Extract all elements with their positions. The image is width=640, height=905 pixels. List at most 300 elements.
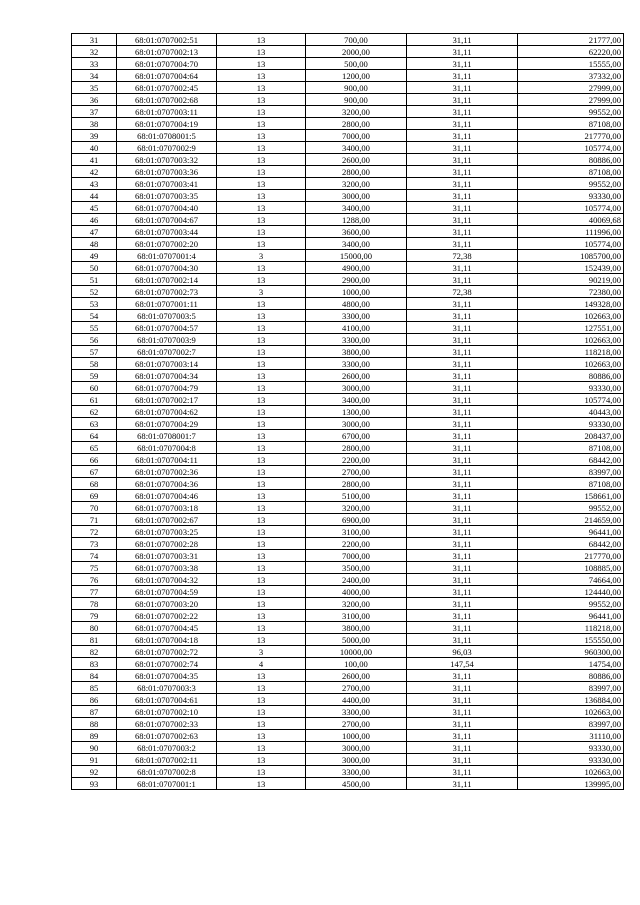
area-cell: 2800,00 (306, 118, 407, 130)
row-number-cell: 63 (72, 418, 117, 430)
value-cell: 27999,00 (518, 94, 624, 106)
value-cell: 87108,00 (518, 166, 624, 178)
row-number-cell: 47 (72, 226, 117, 238)
row-number-cell: 64 (72, 430, 117, 442)
row-number-cell: 67 (72, 466, 117, 478)
rate-cell: 31,11 (407, 778, 518, 790)
area-cell: 700,00 (306, 34, 407, 46)
table-row (72, 166, 624, 178)
cadastral-number-cell: 68:01:0708001:7 (117, 430, 217, 442)
cadastral-number-cell: 68:01:0707004:70 (117, 58, 217, 70)
table-row (72, 706, 624, 718)
area-cell: 3000,00 (306, 190, 407, 202)
category-cell: 13 (217, 730, 306, 742)
row-number-cell: 83 (72, 658, 117, 670)
rate-cell: 31,11 (407, 334, 518, 346)
table-row (72, 94, 624, 106)
table-row (72, 754, 624, 766)
rate-cell: 31,11 (407, 214, 518, 226)
category-cell: 13 (217, 478, 306, 490)
table-row (72, 274, 624, 286)
row-number-cell: 65 (72, 442, 117, 454)
category-cell: 13 (217, 130, 306, 142)
rate-cell: 31,11 (407, 418, 518, 430)
cadastral-number-cell: 68:01:0707004:11 (117, 454, 217, 466)
row-number-cell: 68 (72, 478, 117, 490)
category-cell: 13 (217, 370, 306, 382)
cadastral-number-cell: 68:01:0707004:57 (117, 322, 217, 334)
table-row (72, 778, 624, 790)
rate-cell: 31,11 (407, 730, 518, 742)
area-cell: 4000,00 (306, 586, 407, 598)
row-number-cell: 87 (72, 706, 117, 718)
value-cell: 217770,00 (518, 550, 624, 562)
category-cell: 13 (217, 610, 306, 622)
rate-cell: 31,11 (407, 694, 518, 706)
rate-cell: 31,11 (407, 682, 518, 694)
row-number-cell: 38 (72, 118, 117, 130)
cadastral-number-cell: 68:01:0707002:20 (117, 238, 217, 250)
rate-cell: 31,11 (407, 382, 518, 394)
value-cell: 87108,00 (518, 442, 624, 454)
table-row (72, 646, 624, 658)
cadastral-number-cell: 68:01:0707003:25 (117, 526, 217, 538)
table-row (72, 154, 624, 166)
table-row (72, 526, 624, 538)
area-cell: 15000,00 (306, 250, 407, 262)
cadastral-number-cell: 68:01:0707001:11 (117, 298, 217, 310)
table-row (72, 346, 624, 358)
area-cell: 2900,00 (306, 274, 407, 286)
rate-cell: 31,11 (407, 346, 518, 358)
rate-cell: 31,11 (407, 106, 518, 118)
table-row (72, 250, 624, 262)
category-cell: 13 (217, 718, 306, 730)
cadastral-number-cell: 68:01:0707004:59 (117, 586, 217, 598)
row-number-cell: 85 (72, 682, 117, 694)
rate-cell: 31,11 (407, 706, 518, 718)
row-number-cell: 79 (72, 610, 117, 622)
rate-cell: 31,11 (407, 178, 518, 190)
area-cell: 4400,00 (306, 694, 407, 706)
value-cell: 14754,00 (518, 658, 624, 670)
value-cell: 31110,00 (518, 730, 624, 742)
table-row (72, 118, 624, 130)
value-cell: 111996,00 (518, 226, 624, 238)
row-number-cell: 81 (72, 634, 117, 646)
rate-cell: 31,11 (407, 154, 518, 166)
cadastral-number-cell: 68:01:0707002:74 (117, 658, 217, 670)
cadastral-number-cell: 68:01:0708001:5 (117, 130, 217, 142)
value-cell: 99552,00 (518, 106, 624, 118)
category-cell: 13 (217, 694, 306, 706)
cadastral-number-cell: 68:01:0707003:36 (117, 166, 217, 178)
rate-cell: 31,11 (407, 634, 518, 646)
row-number-cell: 32 (72, 46, 117, 58)
area-cell: 2000,00 (306, 46, 407, 58)
rate-cell: 31,11 (407, 538, 518, 550)
cadastral-number-cell: 68:01:0707004:19 (117, 118, 217, 130)
value-cell: 83997,00 (518, 718, 624, 730)
area-cell: 2600,00 (306, 670, 407, 682)
value-cell: 40443,00 (518, 406, 624, 418)
cadastral-number-cell: 68:01:0707002:63 (117, 730, 217, 742)
row-number-cell: 52 (72, 286, 117, 298)
rate-cell: 31,11 (407, 394, 518, 406)
value-cell: 1085700,00 (518, 250, 624, 262)
cadastral-number-cell: 68:01:0707001:4 (117, 250, 217, 262)
row-number-cell: 58 (72, 358, 117, 370)
value-cell: 214659,00 (518, 514, 624, 526)
table-row (72, 58, 624, 70)
rate-cell: 31,11 (407, 574, 518, 586)
row-number-cell: 51 (72, 274, 117, 286)
category-cell: 13 (217, 514, 306, 526)
value-cell: 124440,00 (518, 586, 624, 598)
table-row (72, 322, 624, 334)
rate-cell: 31,11 (407, 58, 518, 70)
cadastral-number-cell: 68:01:0707002:13 (117, 46, 217, 58)
row-number-cell: 59 (72, 370, 117, 382)
value-cell: 102663,00 (518, 310, 624, 322)
row-number-cell: 54 (72, 310, 117, 322)
category-cell: 13 (217, 706, 306, 718)
value-cell: 80886,00 (518, 154, 624, 166)
table-row (72, 394, 624, 406)
rate-cell: 31,11 (407, 430, 518, 442)
category-cell: 13 (217, 154, 306, 166)
row-number-cell: 75 (72, 562, 117, 574)
table-row (72, 574, 624, 586)
rate-cell: 31,11 (407, 442, 518, 454)
area-cell: 1200,00 (306, 70, 407, 82)
cadastral-number-cell: 68:01:0707003:35 (117, 190, 217, 202)
category-cell: 13 (217, 442, 306, 454)
area-cell: 3400,00 (306, 142, 407, 154)
category-cell: 13 (217, 586, 306, 598)
area-cell: 2700,00 (306, 466, 407, 478)
category-cell: 13 (217, 178, 306, 190)
table-row (72, 82, 624, 94)
rate-cell: 31,11 (407, 274, 518, 286)
category-cell: 13 (217, 562, 306, 574)
category-cell: 13 (217, 142, 306, 154)
cadastral-number-cell: 68:01:0707004:30 (117, 262, 217, 274)
value-cell: 87108,00 (518, 118, 624, 130)
value-cell: 102663,00 (518, 766, 624, 778)
value-cell: 87108,00 (518, 478, 624, 490)
cadastral-number-cell: 68:01:0707004:79 (117, 382, 217, 394)
row-number-cell: 77 (72, 586, 117, 598)
row-number-cell: 36 (72, 94, 117, 106)
rate-cell: 31,11 (407, 358, 518, 370)
value-cell: 68442,00 (518, 454, 624, 466)
cadastral-number-cell: 68:01:0707004:35 (117, 670, 217, 682)
category-cell: 13 (217, 166, 306, 178)
value-cell: 139995,00 (518, 778, 624, 790)
table-row (72, 742, 624, 754)
table-row (72, 370, 624, 382)
area-cell: 3300,00 (306, 358, 407, 370)
category-cell: 13 (217, 190, 306, 202)
cadastral-number-cell: 68:01:0707003:5 (117, 310, 217, 322)
row-number-cell: 37 (72, 106, 117, 118)
table-row (72, 454, 624, 466)
row-number-cell: 72 (72, 526, 117, 538)
row-number-cell: 91 (72, 754, 117, 766)
row-number-cell: 93 (72, 778, 117, 790)
area-cell: 3300,00 (306, 706, 407, 718)
cadastral-number-cell: 68:01:0707002:8 (117, 766, 217, 778)
table-row (72, 334, 624, 346)
value-cell: 99552,00 (518, 178, 624, 190)
area-cell: 5100,00 (306, 490, 407, 502)
table-row (72, 658, 624, 670)
value-cell: 83997,00 (518, 682, 624, 694)
table-row (72, 130, 624, 142)
category-cell: 13 (217, 82, 306, 94)
cadastral-number-cell: 68:01:0707004:46 (117, 490, 217, 502)
value-cell: 27999,00 (518, 82, 624, 94)
area-cell: 3300,00 (306, 766, 407, 778)
table-row (72, 418, 624, 430)
cadastral-number-cell: 68:01:0707002:33 (117, 718, 217, 730)
table-row (72, 202, 624, 214)
area-cell: 3600,00 (306, 226, 407, 238)
table-row (72, 238, 624, 250)
area-cell: 3300,00 (306, 334, 407, 346)
area-cell: 3000,00 (306, 742, 407, 754)
category-cell: 13 (217, 670, 306, 682)
category-cell: 13 (217, 418, 306, 430)
area-cell: 3400,00 (306, 394, 407, 406)
area-cell: 1288,00 (306, 214, 407, 226)
value-cell: 40069,68 (518, 214, 624, 226)
area-cell: 2200,00 (306, 454, 407, 466)
rate-cell: 31,11 (407, 262, 518, 274)
row-number-cell: 55 (72, 322, 117, 334)
cadastral-number-cell: 68:01:0707002:17 (117, 394, 217, 406)
value-cell: 93330,00 (518, 418, 624, 430)
cadastral-number-cell: 68:01:0707003:44 (117, 226, 217, 238)
area-cell: 4500,00 (306, 778, 407, 790)
rate-cell: 31,11 (407, 34, 518, 46)
value-cell: 152439,00 (518, 262, 624, 274)
table-row (72, 358, 624, 370)
area-cell: 3000,00 (306, 382, 407, 394)
table-row (72, 310, 624, 322)
table-row (72, 538, 624, 550)
area-cell: 3000,00 (306, 754, 407, 766)
row-number-cell: 66 (72, 454, 117, 466)
row-number-cell: 56 (72, 334, 117, 346)
category-cell: 13 (217, 502, 306, 514)
row-number-cell: 80 (72, 622, 117, 634)
cadastral-number-cell: 68:01:0707004:29 (117, 418, 217, 430)
value-cell: 93330,00 (518, 754, 624, 766)
table-row (72, 142, 624, 154)
category-cell: 13 (217, 46, 306, 58)
category-cell: 3 (217, 286, 306, 298)
row-number-cell: 82 (72, 646, 117, 658)
rate-cell: 31,11 (407, 298, 518, 310)
cadastral-number-cell: 68:01:0707002:68 (117, 94, 217, 106)
area-cell: 1300,00 (306, 406, 407, 418)
category-cell: 13 (217, 778, 306, 790)
area-cell: 1000,00 (306, 286, 407, 298)
area-cell: 2600,00 (306, 370, 407, 382)
table-row (72, 34, 624, 46)
category-cell: 13 (217, 550, 306, 562)
row-number-cell: 60 (72, 382, 117, 394)
value-cell: 118218,00 (518, 622, 624, 634)
cadastral-number-cell: 68:01:0707004:61 (117, 694, 217, 706)
row-number-cell: 73 (72, 538, 117, 550)
table-body (72, 34, 624, 790)
value-cell: 68442,00 (518, 538, 624, 550)
area-cell: 2400,00 (306, 574, 407, 586)
rate-cell: 31,11 (407, 526, 518, 538)
data-table (71, 33, 624, 790)
rate-cell: 31,11 (407, 82, 518, 94)
cadastral-number-cell: 68:01:0707002:28 (117, 538, 217, 550)
area-cell: 900,00 (306, 94, 407, 106)
row-number-cell: 40 (72, 142, 117, 154)
row-number-cell: 92 (72, 766, 117, 778)
rate-cell: 31,11 (407, 514, 518, 526)
area-cell: 4900,00 (306, 262, 407, 274)
row-number-cell: 90 (72, 742, 117, 754)
category-cell: 13 (217, 346, 306, 358)
area-cell: 2800,00 (306, 442, 407, 454)
table-row (72, 718, 624, 730)
category-cell: 13 (217, 358, 306, 370)
row-number-cell: 78 (72, 598, 117, 610)
row-number-cell: 53 (72, 298, 117, 310)
value-cell: 155550,00 (518, 634, 624, 646)
value-cell: 105774,00 (518, 142, 624, 154)
area-cell: 10000,00 (306, 646, 407, 658)
row-number-cell: 74 (72, 550, 117, 562)
rate-cell: 31,11 (407, 598, 518, 610)
table-row (72, 406, 624, 418)
category-cell: 13 (217, 634, 306, 646)
row-number-cell: 50 (72, 262, 117, 274)
category-cell: 13 (217, 118, 306, 130)
rate-cell: 31,11 (407, 118, 518, 130)
category-cell: 13 (217, 766, 306, 778)
table-row (72, 766, 624, 778)
table-row (72, 730, 624, 742)
value-cell: 158661,00 (518, 490, 624, 502)
value-cell: 93330,00 (518, 742, 624, 754)
area-cell: 3500,00 (306, 562, 407, 574)
area-cell: 7000,00 (306, 130, 407, 142)
cadastral-number-cell: 68:01:0707002:7 (117, 346, 217, 358)
table-row (72, 226, 624, 238)
row-number-cell: 41 (72, 154, 117, 166)
cadastral-number-cell: 68:01:0707002:11 (117, 754, 217, 766)
cadastral-number-cell: 68:01:0707003:14 (117, 358, 217, 370)
table-row (72, 106, 624, 118)
table-row (72, 610, 624, 622)
row-number-cell: 42 (72, 166, 117, 178)
value-cell: 102663,00 (518, 358, 624, 370)
rate-cell: 31,11 (407, 478, 518, 490)
cadastral-number-cell: 68:01:0707003:9 (117, 334, 217, 346)
value-cell: 105774,00 (518, 238, 624, 250)
cadastral-number-cell: 68:01:0707004:40 (117, 202, 217, 214)
row-number-cell: 43 (72, 178, 117, 190)
area-cell: 3800,00 (306, 346, 407, 358)
cadastral-number-cell: 68:01:0707002:36 (117, 466, 217, 478)
row-number-cell: 57 (72, 346, 117, 358)
rate-cell: 31,11 (407, 766, 518, 778)
cadastral-number-cell: 68:01:0707002:67 (117, 514, 217, 526)
area-cell: 2600,00 (306, 154, 407, 166)
rate-cell: 31,11 (407, 130, 518, 142)
rate-cell: 31,11 (407, 562, 518, 574)
cadastral-number-cell: 68:01:0707001:1 (117, 778, 217, 790)
table-row (72, 694, 624, 706)
cadastral-number-cell: 68:01:0707004:67 (117, 214, 217, 226)
cadastral-number-cell: 68:01:0707003:32 (117, 154, 217, 166)
rate-cell: 147,54 (407, 658, 518, 670)
table-row (72, 562, 624, 574)
row-number-cell: 69 (72, 490, 117, 502)
category-cell: 4 (217, 658, 306, 670)
area-cell: 3400,00 (306, 238, 407, 250)
rate-cell: 31,11 (407, 238, 518, 250)
value-cell: 118218,00 (518, 346, 624, 358)
category-cell: 13 (217, 202, 306, 214)
row-number-cell: 86 (72, 694, 117, 706)
row-number-cell: 44 (72, 190, 117, 202)
value-cell: 21777,00 (518, 34, 624, 46)
cadastral-number-cell: 68:01:0707002:51 (117, 34, 217, 46)
cadastral-number-cell: 68:01:0707004:64 (117, 70, 217, 82)
table-row (72, 622, 624, 634)
category-cell: 13 (217, 538, 306, 550)
value-cell: 127551,00 (518, 322, 624, 334)
row-number-cell: 76 (72, 574, 117, 586)
category-cell: 13 (217, 682, 306, 694)
area-cell: 3300,00 (306, 310, 407, 322)
cadastral-number-cell: 68:01:0707003:38 (117, 562, 217, 574)
area-cell: 3000,00 (306, 418, 407, 430)
category-cell: 13 (217, 622, 306, 634)
category-cell: 13 (217, 466, 306, 478)
area-cell: 3100,00 (306, 610, 407, 622)
row-number-cell: 89 (72, 730, 117, 742)
row-number-cell: 48 (72, 238, 117, 250)
table-row (72, 478, 624, 490)
cadastral-number-cell: 68:01:0707003:18 (117, 502, 217, 514)
category-cell: 13 (217, 298, 306, 310)
area-cell: 5000,00 (306, 634, 407, 646)
category-cell: 13 (217, 34, 306, 46)
table-row (72, 490, 624, 502)
rate-cell: 31,11 (407, 466, 518, 478)
rate-cell: 31,11 (407, 622, 518, 634)
rate-cell: 31,11 (407, 490, 518, 502)
rate-cell: 31,11 (407, 70, 518, 82)
area-cell: 100,00 (306, 658, 407, 670)
row-number-cell: 33 (72, 58, 117, 70)
value-cell: 62220,00 (518, 46, 624, 58)
area-cell: 3800,00 (306, 622, 407, 634)
cadastral-number-cell: 68:01:0707004:45 (117, 622, 217, 634)
